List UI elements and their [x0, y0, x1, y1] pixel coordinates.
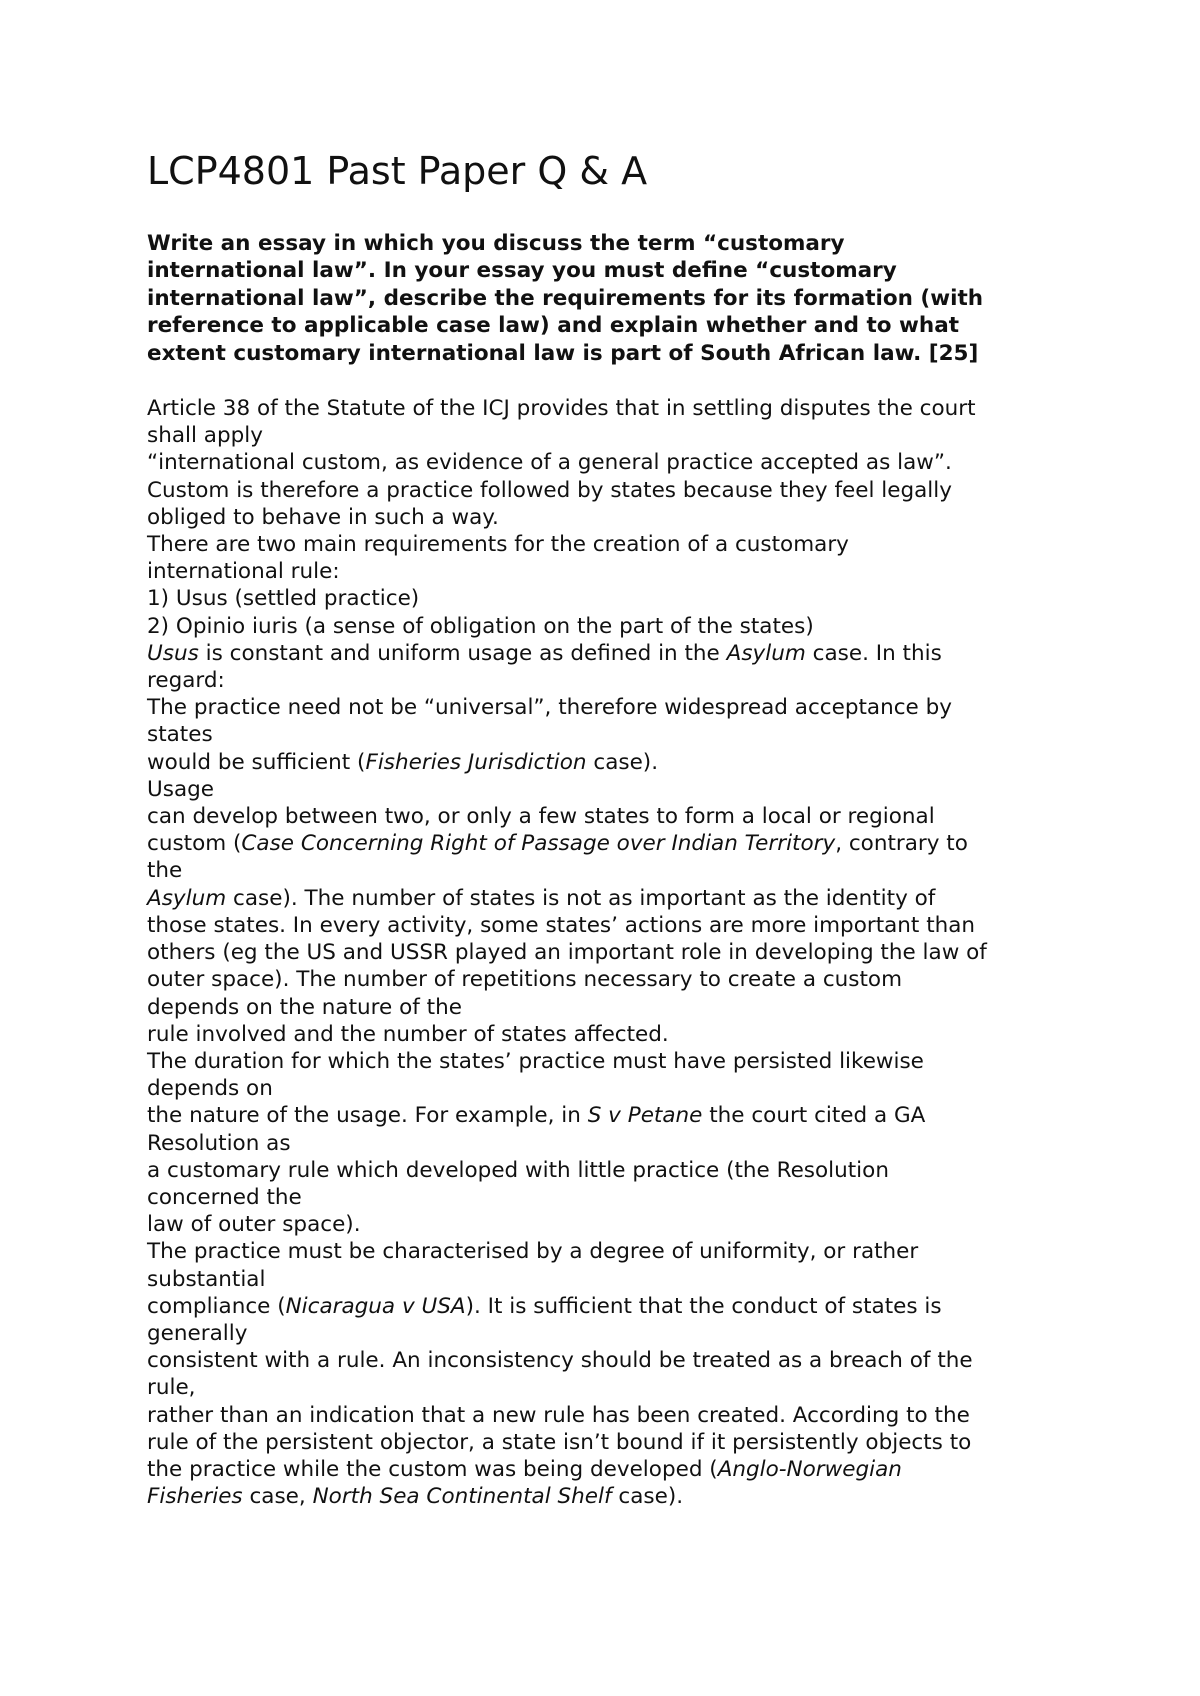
answer-text-run: case, — [242, 1484, 313, 1510]
answer-text-run: compliance ( — [147, 1293, 286, 1319]
answer-line — [147, 1456, 1067, 1483]
question-line: extent customary international law is part of South African law. [25] — [147, 340, 979, 366]
answer-text-run: the nature of the usage. For example, in — [147, 1103, 588, 1129]
answer-text-run: case. In this — [805, 640, 942, 666]
answer-line — [147, 1374, 1067, 1401]
answer-text-run: depends on the nature of the — [147, 994, 462, 1020]
exam-question — [147, 230, 1067, 367]
case-name-italic: Anglo-Norwegian — [717, 1456, 902, 1482]
answer-text-run: a customary rule which developed with little practice (the Resolution — [147, 1157, 889, 1183]
answer-text-run: others (eg the US and USSR played an important role in developing the law of — [147, 940, 987, 966]
answer-line — [147, 749, 1067, 776]
answer-line — [147, 1184, 1067, 1211]
answer-line — [147, 1429, 1067, 1456]
answer-line — [147, 830, 1067, 857]
answer-line — [147, 1075, 1067, 1102]
answer-text-run: law of outer space). — [147, 1212, 361, 1238]
answer-line — [147, 1021, 1067, 1048]
answer-text-run: depends on — [147, 1076, 273, 1102]
answer-text-run: those states. In every activity, some states’ actions are more important than — [147, 912, 976, 938]
answer-text-run: case). — [611, 1484, 684, 1510]
answer-line — [147, 1266, 1067, 1293]
answer-line — [147, 721, 1067, 748]
answer-text-run: can develop between two, or only a few states to form a local or regional — [147, 804, 935, 830]
answer-text-run: ). It is sufficient that the conduct of states is — [465, 1293, 942, 1319]
answer-text-run: concerned the — [147, 1184, 302, 1210]
answer-line — [147, 994, 1067, 1021]
case-name-italic: Fisheries Jurisdiction — [365, 749, 587, 775]
answer-text-run: outer space). The number of repetitions necessary to create a custom — [147, 967, 903, 993]
answer-line — [147, 885, 1067, 912]
answer-text-run: The practice need not be “universal”, therefore widespread acceptance by — [147, 695, 952, 721]
answer-text-run: Custom is therefore a practice followed by states because they feel legally — [147, 477, 952, 503]
answer-text-run: obliged to behave in such a way. — [147, 504, 499, 530]
case-name-italic: Nicaragua v USA — [285, 1293, 466, 1319]
answer-text-run: 2) Opinio iuris (a sense of obligation on the part of the states) — [147, 613, 814, 639]
answer-line — [147, 939, 1067, 966]
answer-line — [147, 966, 1067, 993]
answer-line — [147, 1483, 1067, 1510]
answer-line — [147, 667, 1067, 694]
answer-line — [147, 1130, 1067, 1157]
answer-text-run: case). The number of states is not as important as the identity of — [226, 885, 936, 911]
answer-line — [147, 585, 1067, 612]
answer-line — [147, 1293, 1067, 1320]
case-name-italic: Asylum — [147, 885, 227, 911]
answer-text-run: is constant and uniform usage as defined in the — [198, 640, 727, 666]
answer-line — [147, 504, 1067, 531]
answer-line — [147, 1157, 1067, 1184]
document-content — [147, 145, 1067, 1510]
answer-text-run: The duration for which the states’ practice must have persisted likewise — [147, 1048, 924, 1074]
answer-text-run: There are two main requirements for the creation of a customary — [147, 532, 849, 558]
answer-line — [147, 776, 1067, 803]
answer-text-run: case). — [586, 749, 659, 775]
answer-text-run: rule involved and the number of states affected. — [147, 1021, 669, 1047]
answer-text-run: consistent with a rule. An inconsistency should be treated as a breach of the — [147, 1348, 973, 1374]
answer-text-run: international rule: — [147, 559, 340, 585]
answer-text-run: rule, — [147, 1375, 196, 1401]
answer-line — [147, 1102, 1067, 1129]
answer-text-run: the court cited a GA — [702, 1103, 926, 1129]
answer-text-run: , contrary to — [835, 831, 968, 857]
answer-text-run: 1) Usus (settled practice) — [147, 586, 420, 612]
answer-text-run: Resolution as — [147, 1130, 291, 1156]
answer-line — [147, 558, 1067, 585]
answer-text-run: regard: — [147, 668, 225, 694]
answer-text-run: would be sufficient ( — [147, 749, 366, 775]
answer-line — [147, 857, 1067, 884]
question-line: Write an essay in which you discuss the term “customary — [147, 231, 845, 256]
answer-text-run: “international custom, as evidence of a general practice accepted as law”. — [147, 450, 952, 476]
answer-text-run: Usage — [147, 776, 214, 802]
answer-line — [147, 803, 1067, 830]
answer-line — [147, 912, 1067, 939]
answer-line — [147, 1347, 1067, 1374]
question-line: international law”. In your essay you must define “customary — [147, 258, 897, 284]
answer-line — [147, 1320, 1067, 1347]
answer-text-run: Article 38 of the Statute of the ICJ provides that in settling disputes the court — [147, 396, 976, 422]
answer-text-run: generally — [147, 1320, 248, 1346]
answer-line — [147, 395, 1067, 422]
answer-line — [147, 1048, 1067, 1075]
answer-line — [147, 1402, 1067, 1429]
case-name-italic: Case Concerning Right of Passage over Indian Territory — [241, 831, 836, 857]
answer-line — [147, 694, 1067, 721]
answer-text-run: custom ( — [147, 831, 242, 857]
answer-text-run: rather than an indication that a new rule has been created. According to the — [147, 1402, 970, 1428]
document-title: LCP4801 Past Paper Q & A — [147, 149, 648, 193]
answer-line — [147, 1211, 1067, 1238]
answer-text-run: rule of the persistent objector, a state isn’t bound if it persistently objects to — [147, 1429, 972, 1455]
answer-line — [147, 613, 1067, 640]
answer-line — [147, 640, 1067, 667]
answer-line — [147, 449, 1067, 476]
answer-line — [147, 422, 1067, 449]
case-name-italic: S v Petane — [587, 1103, 703, 1129]
answer-text-run: the practice while the custom was being developed ( — [147, 1456, 718, 1482]
question-line: international law”, describe the requirements for its formation (with — [147, 285, 984, 311]
answer-body — [147, 395, 1067, 1510]
answer-text-run: shall apply — [147, 423, 263, 449]
answer-text-run: the — [147, 858, 183, 884]
answer-text-run: substantial — [147, 1266, 266, 1292]
answer-line — [147, 1238, 1067, 1265]
case-name-italic: North Sea Continental Shelf — [312, 1484, 612, 1510]
answer-text-run: states — [147, 722, 213, 748]
case-name-italic: Asylum — [726, 640, 806, 666]
question-line: reference to applicable case law) and explain whether and to what — [147, 313, 959, 339]
answer-text-run: The practice must be characterised by a degree of uniformity, or rather — [147, 1239, 919, 1265]
answer-line — [147, 531, 1067, 558]
case-name-italic: Fisheries — [147, 1484, 243, 1510]
case-name-italic: Usus — [147, 640, 199, 666]
answer-line — [147, 477, 1067, 504]
